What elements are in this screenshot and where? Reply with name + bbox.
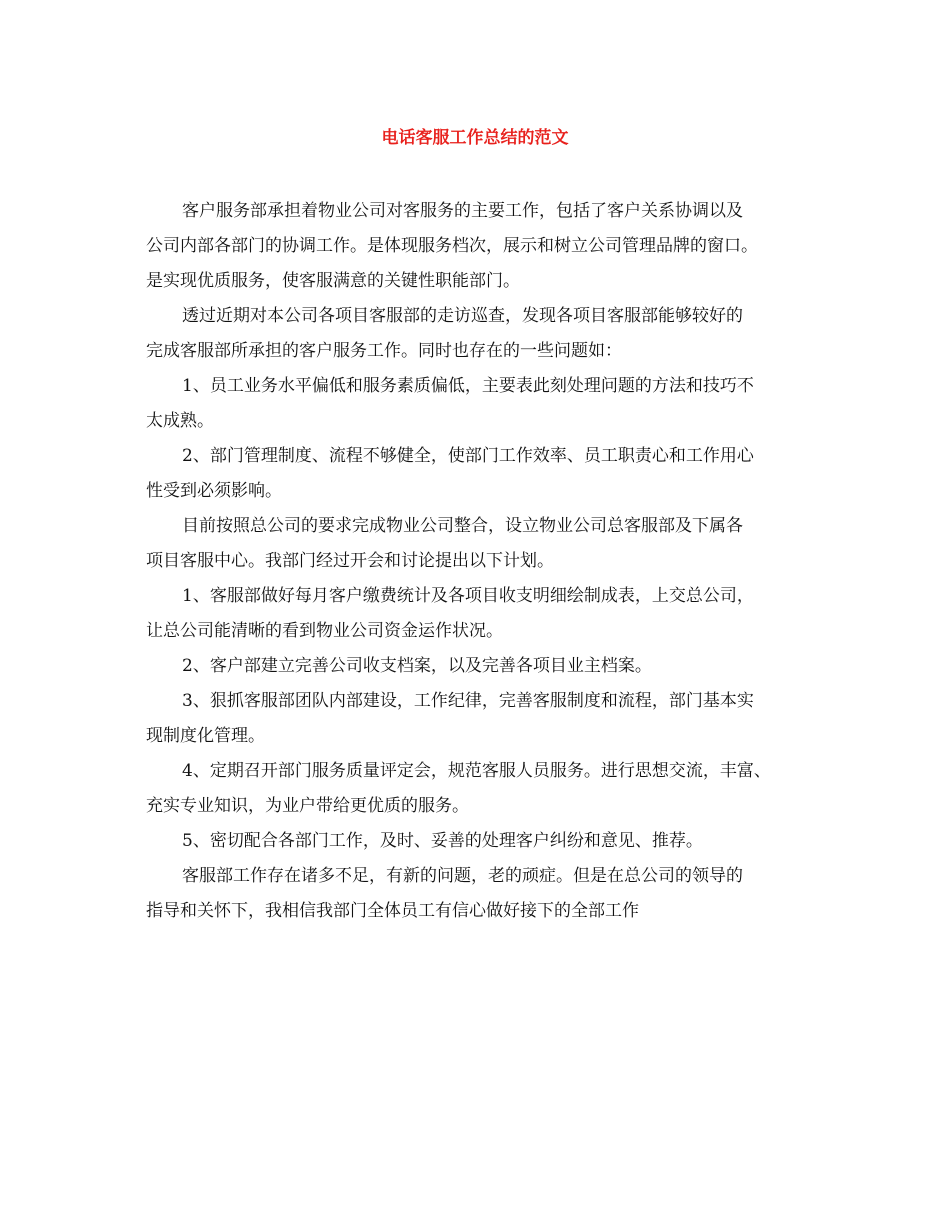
- list-item-line: 1、员工业务水平偏低和服务素质偏低，主要表此刻处理问题的方法和技巧不: [182, 376, 754, 396]
- document-title: 电话客服工作总结的范文: [381, 128, 569, 148]
- paragraph-line: 公司内部各部门的协调工作。是体现服务档次，展示和树立公司管理品牌的窗口。: [146, 236, 758, 256]
- list-item-line: 充实专业知识，为业户带给更优质的服务。: [146, 796, 469, 816]
- paragraph-line: 透过近期对本公司各项目客服部的走访巡查，发现各项目客服部能够较好的: [182, 306, 743, 326]
- paragraph-line: 是实现优质服务，使客服满意的关键性职能部门。: [146, 271, 520, 291]
- list-item-line: 太成熟。: [146, 411, 214, 431]
- list-item-line: 2、部门管理制度、流程不够健全，使部门工作效率、员工职责心和工作用心: [182, 446, 754, 466]
- list-item-line: 现制度化管理。: [146, 726, 265, 746]
- paragraph-line: 项目客服中心。我部门经过开会和讨论提出以下计划。: [146, 551, 554, 571]
- list-item-line: 5、密切配合各部门工作，及时、妥善的处理客户纠纷和意见、推荐。: [182, 831, 703, 851]
- list-item-line: 2、客户部建立完善公司收支档案，以及完善各项目业主档案。: [182, 656, 652, 676]
- list-item-line: 让总公司能清晰的看到物业公司资金运作状况。: [146, 621, 503, 641]
- list-item-line: 性受到必须影响。: [146, 481, 282, 501]
- paragraph-line: 目前按照总公司的要求完成物业公司整合，设立物业公司总客服部及下属各: [182, 516, 743, 536]
- list-item-line: 3、狠抓客服部团队内部建设，工作纪律，完善客服制度和流程，部门基本实: [182, 691, 754, 711]
- list-item-line: 1、客服部做好每月客户缴费统计及各项目收支明细绘制成表，上交总公司，: [182, 586, 754, 606]
- list-item-line: 4、定期召开部门服务质量评定会，规范客服人员服务。进行思想交流，丰富、: [182, 761, 771, 781]
- document-body: [146, 194, 822, 929]
- paragraph-line: 客户服务部承担着物业公司对客服务的主要工作，包括了客户关系协调以及: [182, 201, 743, 221]
- paragraph-line: 完成客服部所承担的客户服务工作。同时也存在的一些问题如：: [146, 341, 622, 361]
- paragraph-line: 客服部工作存在诸多不足，有新的问题，老的顽症。但是在总公司的领导的: [182, 866, 743, 886]
- paragraph-line: 指导和关怀下，我相信我部门全体员工有信心做好接下的全部工作: [146, 901, 639, 921]
